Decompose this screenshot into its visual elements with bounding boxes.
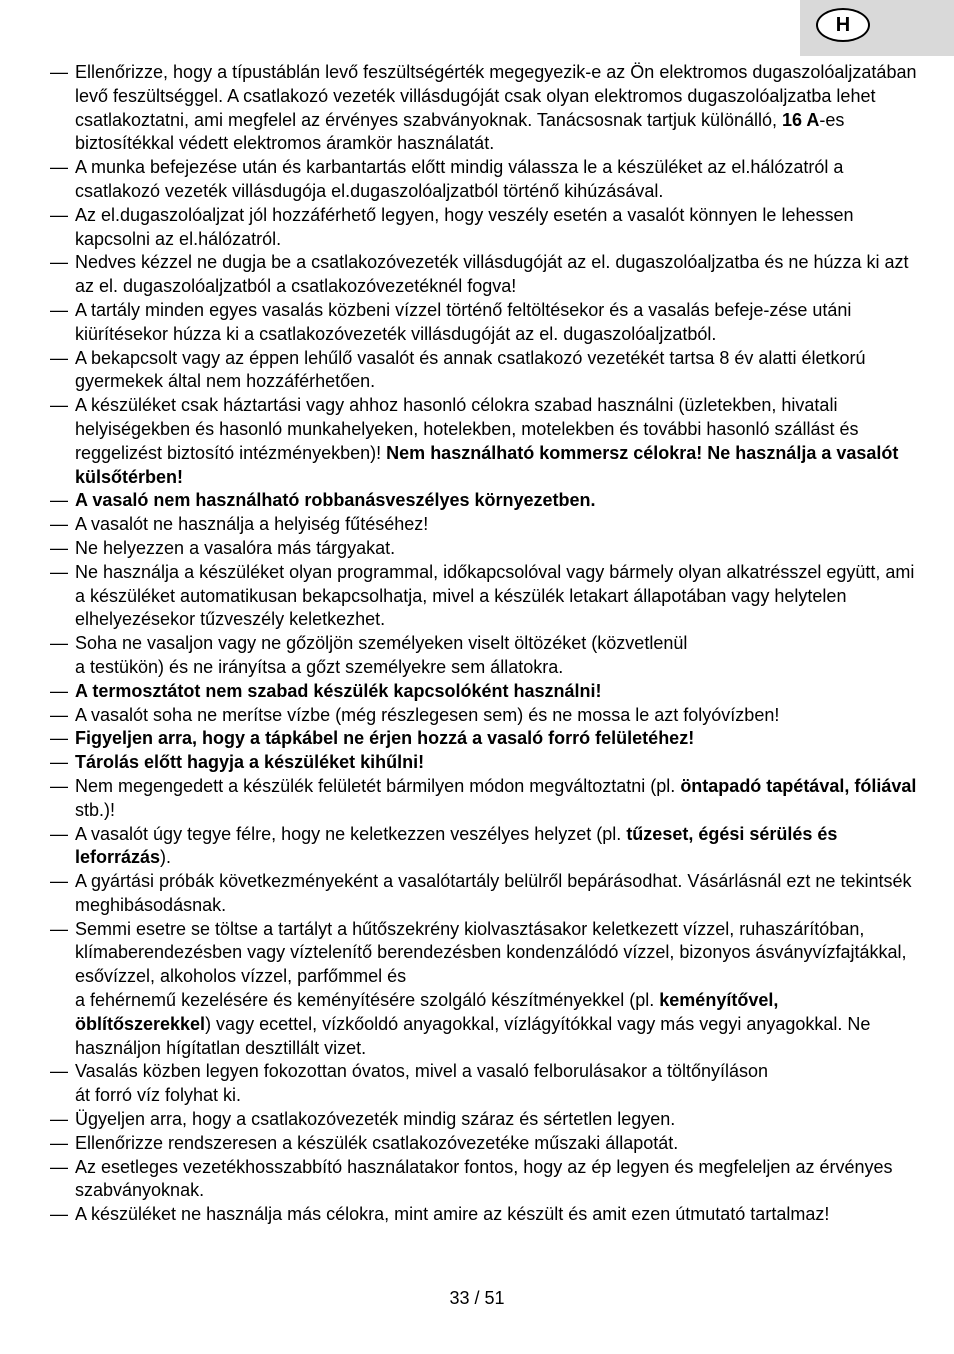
list-item xyxy=(50,204,918,252)
list-item-text xyxy=(75,870,918,918)
text-segment: A készüléket csak háztartási vagy ahhoz hasonló célokra szabad használni (üzletekben, hivatali helyiségekben és hasonló munkahelyeken, hotelekben, motelekben és további hasonló szállást és reggelizést biztosító intézményekben)! xyxy=(75,395,859,463)
text-segment: A gyártási próbák következményeként a vasalótartály belülről bepárásodhat. Vásárlásnál ezt ne tekintsék meghibásodásnak. xyxy=(75,871,912,915)
bullet-dash: — xyxy=(50,823,68,844)
list-item xyxy=(50,1156,918,1204)
list-item xyxy=(50,1132,918,1156)
text-segment: Nem megengedett a készülék felületét bármilyen módon megváltoztatni (pl. xyxy=(75,775,681,796)
list-item xyxy=(50,251,918,299)
list-item xyxy=(50,1203,918,1227)
list-item-text xyxy=(75,1156,918,1204)
list-item-text xyxy=(75,61,918,156)
bullet-dash: — xyxy=(50,1061,68,1082)
text-segment: A bekapcsolt vagy az éppen lehűlő vasalót és annak csatlakozó vezetékét tartsa 8 év alatti életkorú gyermekek által nem hozzáférhetően. xyxy=(75,347,866,392)
bullet-dash: — xyxy=(50,1109,68,1130)
bullet-dash: — xyxy=(50,537,68,558)
list-item xyxy=(50,918,918,1061)
list-item-text xyxy=(75,489,918,513)
text-segment: A vasalót soha ne merítse vízbe (még részlegesen sem) és ne mossa le azt folyóvízben! xyxy=(75,704,780,725)
bullet-dash: — xyxy=(50,299,68,320)
list-item-text xyxy=(75,704,918,728)
text-segment: Ellenőrizze, hogy a típustáblán levő feszültségérték megegyezik-e az Ön elektromos dugaszolóaljzatában levő feszültséggel. A csatlakozó vezeték villásdugóját csak olyan elektromos dugaszolóaljzatba lehet csatlakoztatni, ami megfelel az érvényes szabványoknak. Tanácsosnak tartjuk különálló, xyxy=(75,62,917,130)
text-segment: ) vagy ecettel, vízkőoldó anyagokkal, vízlágyítókkal vagy más vegyi anyagokkal. Ne használjon hígítatlan desztillált vizet. xyxy=(75,1013,871,1058)
bold-segment: keményítővel, öblítőszerekkel xyxy=(75,990,779,1034)
list-item xyxy=(50,156,918,204)
list-item xyxy=(50,394,918,489)
text-segment: Ellenőrizze rendszeresen a készülék csatlakozóvezetéke műszaki állapotát. xyxy=(75,1132,679,1153)
list-item xyxy=(50,537,918,561)
list-item-text xyxy=(75,204,918,252)
text-segment: -es biztosítékkal védett elektromos áramkör használatát. xyxy=(75,109,845,154)
list-item-text xyxy=(75,727,918,751)
bullet-dash: — xyxy=(50,490,68,511)
list-item-text xyxy=(75,537,918,561)
text-segment: Semmi esetre se töltse a tartályt a hűtőszekrény kiolvasztásakor keletkezett vízzel, ruhaszárítóban, klímaberendezésben vagy víztelenítő berendezésben kondenzálódó vízzel, bizonyos ásványvízfajtákkal, esővízzel, alkoholos vízzel, parfőmmel és a fehérnemű kezelésére és keményítésére szolgáló készítményekkel (pl. xyxy=(75,918,907,1011)
list-item xyxy=(50,704,918,728)
bullet-dash: — xyxy=(50,633,68,654)
list-item xyxy=(50,680,918,704)
page-number: 33 / 51 xyxy=(449,1288,505,1308)
bullet-dash: — xyxy=(50,157,68,178)
list-item-text xyxy=(75,775,918,823)
bold-segment: Tárolás előtt hagyja a készüléket kihűlni! xyxy=(75,752,425,773)
safety-instructions-list xyxy=(50,61,918,1227)
bullet-dash: — xyxy=(50,62,68,82)
text-segment: Ne helyezzen a vasalóra más tárgyakat. xyxy=(75,537,396,558)
text-segment: A munka befejezése után és karbantartás előtt mindig válassza le a készüléket az el.hálózatról a csatlakozó vezeték villásdugója el.dugaszolóaljzatból történő kihúzásával. xyxy=(75,157,844,201)
list-item xyxy=(50,513,918,537)
bold-segment: 16 A xyxy=(782,109,820,130)
bullet-dash: — xyxy=(50,752,68,773)
bold-segment: A vasaló nem használható robbanásveszélyes környezetben. xyxy=(75,490,596,511)
text-segment: A készüléket ne használja más célokra, mint amire az készült és amit ezen útmutató tartalmaz! xyxy=(75,1204,830,1225)
text-segment: stb.)! xyxy=(75,799,116,820)
bullet-dash: — xyxy=(50,347,68,368)
bullet-dash: — xyxy=(50,728,68,749)
language-tab xyxy=(800,0,954,56)
text-segment: A vasalót úgy tegye félre, hogy ne keletkezzen veszélyes helyzet (pl. xyxy=(75,823,627,844)
bullet-dash: — xyxy=(50,514,68,535)
bullet-dash: — xyxy=(50,395,68,416)
text-segment: Ügyeljen arra, hogy a csatlakozóvezeték mindig száraz és sértetlen legyen. xyxy=(75,1109,676,1130)
bullet-dash: — xyxy=(50,1156,68,1177)
list-item xyxy=(50,489,918,513)
list-item-text xyxy=(75,561,918,632)
bullet-dash: — xyxy=(50,1132,68,1153)
list-item-text xyxy=(75,251,918,299)
list-item-text xyxy=(75,299,918,347)
list-item-text xyxy=(75,156,918,204)
bullet-dash: — xyxy=(50,561,68,582)
bullet-dash: — xyxy=(50,871,68,892)
text-segment: Ne használja a készüléket olyan programmal, időkapcsolóval vagy bármely olyan alkatrésszel együtt, ami a készüléket automatikusan bekapcsolhatja, mivel a készülék letakart állapotában vagy helytelen elhelyezésekor tűzveszély keletkezhet. xyxy=(75,561,915,630)
list-item xyxy=(50,823,918,871)
list-item-text xyxy=(75,823,918,871)
list-item xyxy=(50,1060,918,1108)
list-item xyxy=(50,299,918,347)
list-item xyxy=(50,727,918,751)
text-segment: Az esetleges vezetékhosszabbító használatakor fontos, hogy az ép legyen és megfeleljen az érvényes szabványoknak. xyxy=(75,1156,893,1201)
list-item-text xyxy=(75,751,918,775)
bold-segment: Figyeljen arra, hogy a tápkábel ne érjen hozzá a vasaló forró felületéhez! xyxy=(75,728,695,749)
list-item-text xyxy=(75,680,918,704)
bullet-dash: — xyxy=(50,775,68,796)
list-item-text xyxy=(75,1203,918,1227)
list-item xyxy=(50,561,918,632)
list-item xyxy=(50,632,918,680)
text-segment: Soha ne vasaljon vagy ne gőzöljön személyeken viselt öltözéket (közvetlenül a testükön) és ne irányítsa a gőzt személyekre sem állatokra. xyxy=(75,633,688,677)
list-item-text xyxy=(75,918,918,1061)
text-segment: Az el.dugaszolóaljzat jól hozzáférhető legyen, hogy veszély esetén a vasalót könnyen le lehessen kapcsolni az el.hálózatról. xyxy=(75,204,854,249)
text-segment: A tartály minden egyes vasalás közbeni vízzel történő feltöltésekor és a vasalás befeje-zése utáni kiürítésekor húzza ki a csatlakozóvezeték villásdugóját az el. dugaszolóaljzatból. xyxy=(75,299,852,344)
text-segment: Nedves kézzel ne dugja be a csatlakozóvezeték villásdugóját az el. dugaszolóaljzatba és ne húzza ki azt az el. dugaszolóaljzatból a csatlakozóvezetéknél fogva! xyxy=(75,252,909,297)
list-item xyxy=(50,870,918,918)
list-item xyxy=(50,751,918,775)
list-item xyxy=(50,347,918,395)
text-segment: Vasalás közben legyen fokozottan óvatos, mivel a vasaló felborulásakor a töltőnyíláson át forró víz folyhat ki. xyxy=(75,1061,769,1106)
bullet-dash: — xyxy=(50,1204,68,1225)
list-item-text xyxy=(75,1132,918,1156)
list-item-text xyxy=(75,1060,918,1108)
bullet-dash: — xyxy=(50,252,68,273)
bullet-dash: — xyxy=(50,680,68,701)
list-item-text xyxy=(75,394,918,489)
list-item-text xyxy=(75,347,918,395)
language-badge: H xyxy=(816,8,870,42)
bold-segment: A termosztátot nem szabad készülék kapcsolóként használni! xyxy=(75,680,602,701)
text-segment: A vasalót ne használja a helyiség fűtéséhez! xyxy=(75,514,429,535)
list-item-text xyxy=(75,1108,918,1132)
bullet-dash: — xyxy=(50,704,68,725)
list-item xyxy=(50,775,918,823)
list-item-text xyxy=(75,513,918,537)
text-segment: ). xyxy=(160,847,172,868)
bullet-dash: — xyxy=(50,204,68,225)
list-item xyxy=(50,61,918,156)
bold-segment: tűzeset, égési sérülés és leforrázás xyxy=(75,823,838,868)
list-item xyxy=(50,1108,918,1132)
bold-segment: öntapadó tapétával, fóliával xyxy=(680,775,917,796)
bullet-dash: — xyxy=(50,918,68,939)
list-item-text xyxy=(75,632,918,680)
bold-segment: Nem használható kommersz célokra! Ne használja a vasalót külsőtérben! xyxy=(75,442,899,487)
